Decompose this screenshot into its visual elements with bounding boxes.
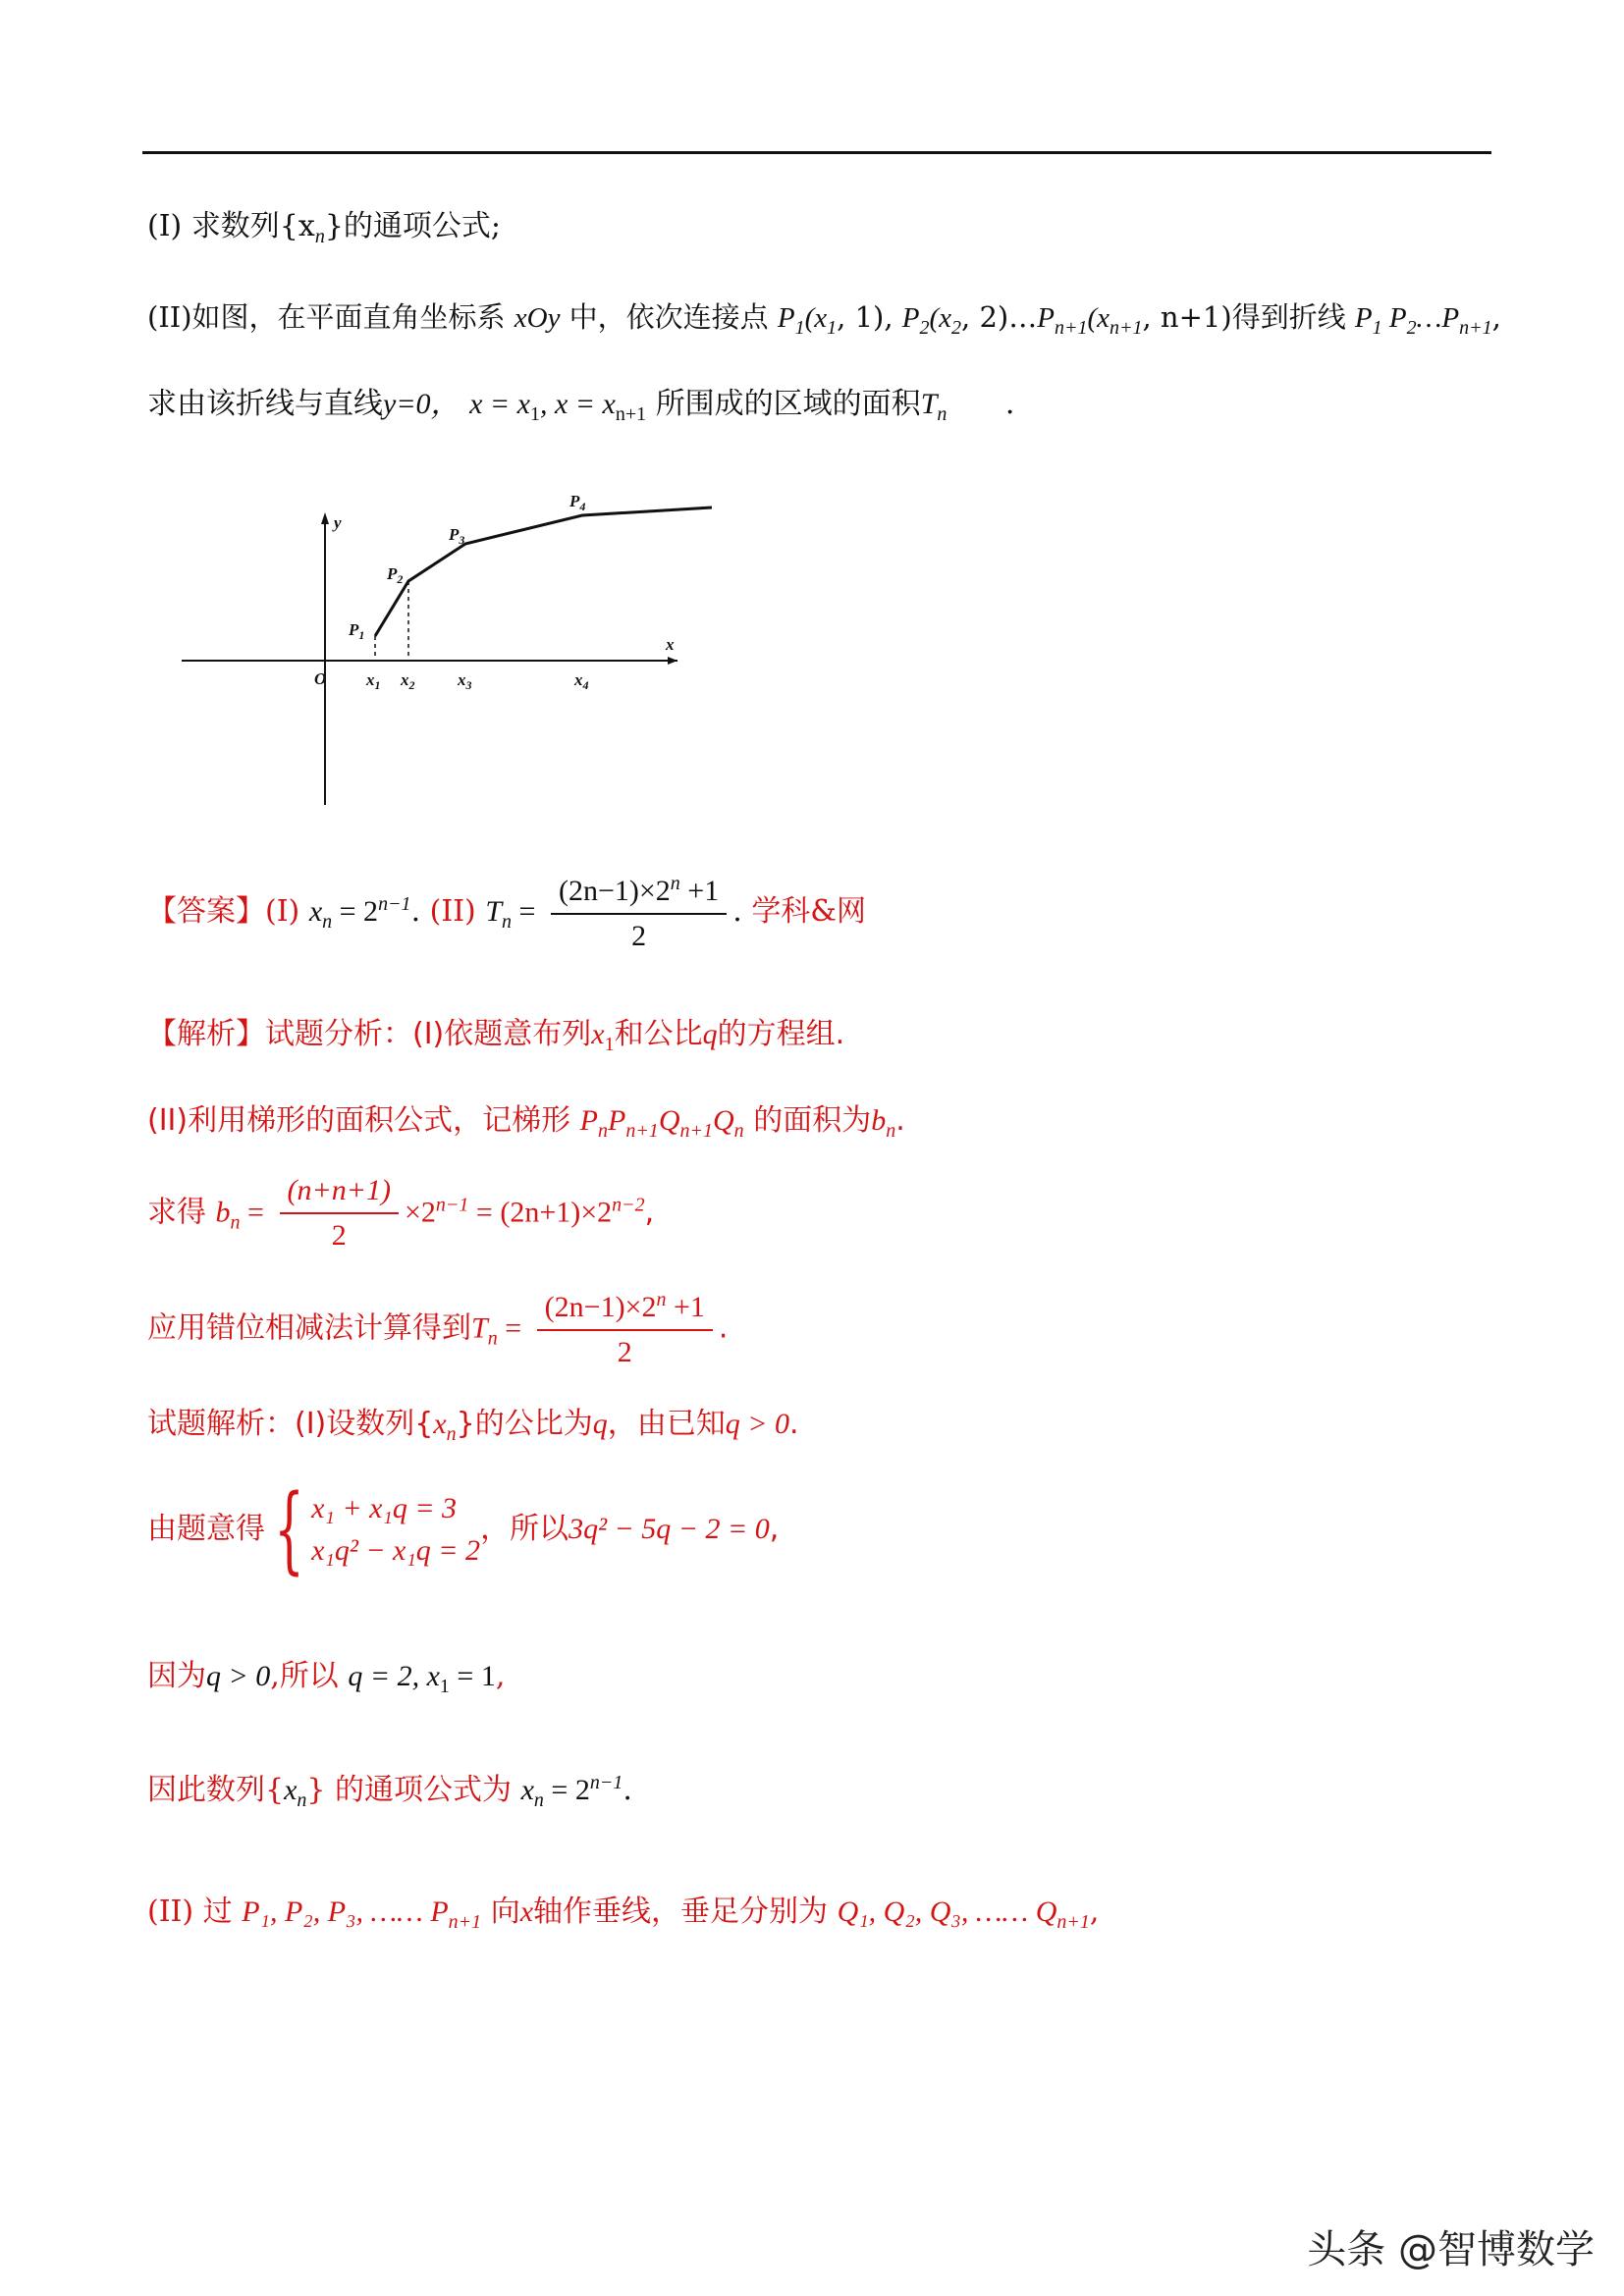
analysis2-end: . xyxy=(895,1103,905,1138)
graph-p4: $P_4$ xyxy=(569,492,586,513)
graph-x3: $x_3$ xyxy=(458,670,472,692)
q2-intro: (II)如图，在平面直角坐标系 xyxy=(147,300,506,334)
answer-den: 2 xyxy=(631,920,647,952)
sol4-formula: } 的通项公式为 xyxy=(306,1773,513,1807)
q2-poly-2-sub: 2 xyxy=(1406,316,1417,339)
q2-pn-coord-sub: n+1 xyxy=(1110,316,1143,339)
q2b-intro: 求由该折线与直线 xyxy=(147,387,383,421)
graph-x1: $x_1$ xyxy=(366,670,381,692)
answer-line xyxy=(147,872,866,954)
analysis2-b: b xyxy=(871,1104,887,1137)
answer-part1: (I) xyxy=(265,894,300,929)
q1-label: (I) xyxy=(147,209,183,243)
answer-tail: . xyxy=(732,894,742,929)
polyline-graph xyxy=(177,481,727,815)
bn-line xyxy=(147,1173,654,1254)
q2-pn-sub: n+1 xyxy=(1054,316,1088,339)
sol1-x: x xyxy=(433,1408,447,1440)
q2b-y0: y=0， xyxy=(383,388,460,420)
sol5-x: x xyxy=(519,1896,534,1928)
q2-pn-end: , n+1) xyxy=(1142,300,1232,334)
sol5-points: P₁, P₂, P₃, …… P xyxy=(242,1896,449,1928)
analysis2-area: 的面积为 xyxy=(753,1103,872,1138)
q2-connect: 中，依次连接点 xyxy=(568,300,769,334)
bn-mid-exp: n−1 xyxy=(435,1194,469,1216)
sol3-res-2: = 1 xyxy=(449,1660,496,1692)
sol5-intro: (II) 过 xyxy=(147,1895,233,1929)
analysis2-intro: (II)利用梯形的面积公式，记梯形 xyxy=(147,1103,571,1138)
tn-tail: . xyxy=(718,1310,729,1346)
sol3-res: q = 2, x xyxy=(348,1660,440,1692)
bn-eq: = xyxy=(240,1196,264,1229)
solution-5-line xyxy=(147,1895,1099,1934)
tn-line xyxy=(147,1288,728,1370)
sol3-res-sub: 1 xyxy=(439,1676,450,1697)
analysis-x: x xyxy=(591,1018,605,1050)
answer-tag: 【答案】 xyxy=(147,894,265,929)
analysis-tag: 【解析】 xyxy=(147,1017,265,1051)
trap-q-n-sub: n xyxy=(733,1120,744,1142)
sol4-res: x xyxy=(520,1774,534,1806)
sol2-eq2: x₁q² − x₁q = 2 xyxy=(311,1534,481,1567)
trap-p-n1-sub: n+1 xyxy=(625,1120,659,1142)
q2b-x1: x = x xyxy=(469,388,530,420)
tn-num-exp: n xyxy=(656,1289,667,1310)
analysis-q: q xyxy=(702,1018,718,1050)
q2-p1-coord: (x xyxy=(804,302,828,334)
sol3-intro: 因为 xyxy=(147,1659,206,1693)
answer-fraction xyxy=(551,872,727,954)
analysis-intro: 试题分析：(I)依题意布列 xyxy=(265,1017,592,1051)
sol4-exp: n−1 xyxy=(589,1772,623,1793)
bn-mid: ×2 xyxy=(404,1196,436,1229)
analysis-end: 的方程组. xyxy=(717,1017,845,1051)
sol5-feet: Q₁, Q₂, Q₃, …… Q xyxy=(837,1896,1057,1928)
q2-xoy: xOy xyxy=(514,302,561,334)
answer-source: 学科&网 xyxy=(751,894,867,929)
answer-num-exp: n xyxy=(670,873,680,894)
q2-p2-coord: (x xyxy=(929,302,952,334)
answer-xn: x xyxy=(308,895,323,928)
q2-poly-3-sub: n+1 xyxy=(1459,316,1492,339)
q2-tail: , xyxy=(1491,300,1501,334)
graph-x2: $x_2$ xyxy=(401,670,415,692)
trap-p-n1: P xyxy=(607,1104,626,1137)
solution-1-line xyxy=(147,1407,799,1446)
watermark: 头条 @智博数学 xyxy=(1307,2227,1595,2272)
graph-p3: $P_3$ xyxy=(449,525,465,547)
bn-b-sub: n xyxy=(230,1211,241,1234)
q2-p1: P xyxy=(777,302,795,334)
bn-den: 2 xyxy=(331,1219,347,1252)
answer-num: (2n−1)×2 xyxy=(558,875,671,907)
q2b-t-sub: n xyxy=(937,403,947,425)
q2b-x2-sub: n+1 xyxy=(615,403,647,425)
question-2-cont xyxy=(147,387,1014,426)
tn-den: 2 xyxy=(617,1336,632,1368)
sol2-system xyxy=(311,1487,480,1573)
q2b-dot: . xyxy=(1004,387,1015,421)
q2-polyline-label: 得到折线 xyxy=(1231,300,1346,334)
sol1-given: ，由已知 xyxy=(607,1407,726,1441)
answer-exp: n−1 xyxy=(378,893,411,915)
sol1-end: . xyxy=(789,1407,799,1441)
x-axis-arrow xyxy=(668,657,677,665)
sol4-intro: 因此数列{ xyxy=(147,1773,285,1807)
graph-origin: O xyxy=(314,669,327,688)
trap-q-n: Q xyxy=(712,1104,734,1137)
bn-num: (n+n+1) xyxy=(280,1173,399,1214)
question-2: (II)如图，在平面直角坐标系 xOy 中，依次连接点 $P_1(x_1$, 1), $P_2(x_2$, $2)\dots P_{n+1}(x_{n+1}$, n+1)得到折线 $P_1$ $P_2\dots P_{n+1}$, xyxy=(147,300,1501,339)
analysis-line xyxy=(147,1017,844,1056)
q2-p2-coord-sub: 2 xyxy=(951,316,962,339)
q1-text: 求数列{x xyxy=(190,209,315,243)
sol5-points-sub: n+1 xyxy=(448,1911,482,1933)
answer-t-sub: n xyxy=(502,911,512,933)
sol3-cond: q > 0 xyxy=(206,1660,271,1692)
trap-q-n1: Q xyxy=(658,1104,680,1137)
answer-t: T xyxy=(485,895,502,928)
sol5-feet-sub: n+1 xyxy=(1056,1911,1090,1933)
answer-part2: (II) xyxy=(429,894,476,929)
q2-p2-sub: 2 xyxy=(919,316,930,339)
q2-poly-2: P xyxy=(1381,302,1407,334)
analysis-ratio: 和公比 xyxy=(614,1017,703,1051)
sol4-res-sub: n xyxy=(533,1789,544,1811)
graph-x-label: x xyxy=(666,635,675,654)
tn-eq: = xyxy=(497,1311,522,1345)
polyline-path xyxy=(375,507,712,636)
answer-xn-sub: n xyxy=(322,911,333,933)
answer-dot: . xyxy=(410,894,421,929)
q2b-x1-sub: 1 xyxy=(529,403,540,425)
sol4-end: . xyxy=(623,1773,632,1807)
q2-poly-1: P xyxy=(1354,302,1373,334)
q2-poly-3: …P xyxy=(1416,302,1460,334)
sol4-x: x xyxy=(284,1774,298,1806)
sol3-so: ,所以 xyxy=(270,1659,339,1693)
q2-pn-coord: (x xyxy=(1087,302,1110,334)
answer-num-2: +1 xyxy=(679,875,720,907)
sol4-eq: = 2 xyxy=(543,1774,590,1806)
bn-intro: 求得 xyxy=(147,1195,206,1230)
sol1-ratio: }的公比为 xyxy=(456,1407,593,1441)
trap-p-n: P xyxy=(579,1104,598,1137)
tn-t-sub: n xyxy=(487,1327,498,1350)
q2b-area: 所围成的区域的面积 xyxy=(655,387,921,421)
header-rule xyxy=(142,151,1491,154)
trap-q-n1-sub: n+1 xyxy=(679,1120,713,1142)
tn-fraction xyxy=(537,1288,713,1370)
q2-p1-sub: 1 xyxy=(794,316,805,339)
q1-end: }的通项公式; xyxy=(324,209,502,243)
analysis-x-sub: 1 xyxy=(604,1034,615,1055)
sol1-intro: 试题解析：(I)设数列{ xyxy=(147,1407,434,1441)
sol2-eq: 3q² − 5q − 2 = 0 xyxy=(568,1513,770,1545)
bn-rhs: = (2n+1)×2 xyxy=(468,1196,613,1229)
trap-p-n-sub: n xyxy=(597,1120,608,1142)
sol2-brace: { xyxy=(274,1474,304,1584)
q2-p1-end: , 1) xyxy=(837,300,885,334)
question-1 xyxy=(147,209,501,248)
sol2-end: , xyxy=(769,1512,780,1546)
q2-p2: P xyxy=(901,302,920,334)
sol1-cond: q > 0 xyxy=(725,1408,790,1440)
analysis-2-line xyxy=(147,1103,905,1143)
sol1-q: q xyxy=(592,1408,608,1440)
bn-fraction xyxy=(280,1173,399,1254)
graph-x4: $x_4$ xyxy=(574,670,589,692)
q2-p1-coord-sub: 1 xyxy=(827,316,838,339)
solution-4-line xyxy=(147,1771,632,1812)
tn-num-2: +1 xyxy=(666,1291,705,1323)
q2b-x2: , x = x xyxy=(539,388,616,420)
q2-p2-end: , 2)… xyxy=(961,300,1038,334)
y-axis-arrow xyxy=(321,512,329,524)
sol3-end: , xyxy=(495,1659,506,1693)
graph-p1: $P_1$ xyxy=(349,620,365,642)
sol1-x-sub: n xyxy=(446,1423,457,1445)
sol5-end: , xyxy=(1089,1895,1100,1929)
sol2-therefore: ，所以 xyxy=(480,1512,569,1546)
q1-sub: n xyxy=(314,226,325,247)
answer-eq: = 2 xyxy=(332,895,379,928)
q2-poly-1-sub: 1 xyxy=(1372,316,1382,339)
sol2-intro: 由题意得 xyxy=(147,1512,265,1546)
tn-intro: 应用错位相减法计算得到 xyxy=(147,1310,471,1346)
sol2-eq1: x₁ + x₁q = 3 xyxy=(311,1491,458,1524)
solution-2-line xyxy=(147,1474,780,1584)
solution-3-line xyxy=(147,1659,505,1698)
sol5-to: 向 xyxy=(490,1895,520,1929)
q2b-t: T xyxy=(920,388,938,420)
graph-y-label: y xyxy=(334,513,342,532)
graph-p2: $P_2$ xyxy=(387,564,404,586)
sol5-perp: 轴作垂线，垂足分别为 xyxy=(533,1895,829,1929)
answer-eq2: = xyxy=(512,895,536,928)
sol4-x-sub: n xyxy=(297,1789,307,1811)
tn-t: T xyxy=(471,1311,488,1345)
analysis2-b-sub: n xyxy=(886,1120,896,1142)
bn-rhs-exp: n−2 xyxy=(612,1194,645,1216)
bn-b: b xyxy=(215,1196,231,1229)
bn-tail: , xyxy=(644,1195,655,1230)
tn-num: (2n−1)×2 xyxy=(544,1291,657,1323)
q2-pn: P xyxy=(1037,302,1055,334)
